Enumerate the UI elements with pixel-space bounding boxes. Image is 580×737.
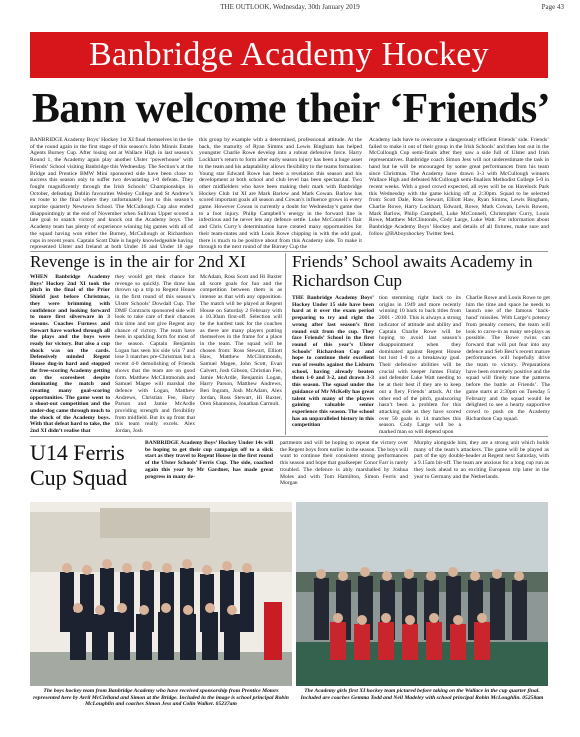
- divider-horizontal-2: [30, 436, 548, 437]
- divider-vertical-1: [285, 253, 286, 435]
- boys-team-photo: [30, 502, 292, 686]
- u14-text-1: BANBRIDGE Academy Boys’ Hockey Under 14s will be hoping to get their cup campaign off to a slick start as they travel to Regent House in the first round of the Ulster Schools’ Ferris Cup. The side, coached again this year by Mr Gardner, has made great progress in many de-: [145, 440, 273, 480]
- friends-col-1: [292, 295, 374, 435]
- friends-col-2: [379, 295, 461, 435]
- section-banner: Banbridge Academy Hockey: [30, 32, 548, 78]
- friends-text-2: tion stemming right back to its origins in 1949 and more recently winning 10 back to back titles from 2001 - 2010. This is always a strong indicator of attitude and ability and Captain Charlie Rowe will be hoping to avoid last season’s disappointment when they dominated against Regent House but lost 1-0 to a breakaway goal. Their defensive abilities will be crucial with keeper James Finlay and defender Luke Watt needing to be at their best if they are to keep out a fiery Friends’ attack. At the other end of the pitch, goalscoring hasn’t been a problem for this attacking side as they have scored over 50 goals in 14 matches this season. Cody Large will be a marked man so will depend upon: [379, 295, 461, 435]
- u14-headline: U14 Ferris Cup Squad: [30, 440, 128, 490]
- revenge-col-2: [115, 274, 195, 435]
- friends-text-3: Charlie Rowe and Louis Rowe to get him the time and space he needs to launch one of the famous ‘back-hand’ missiles. With Large’s potency from penalty corners, the team will look to carve-in as many set-plays as possible. The Rowe twins can forward that will put fear into any defence and Seb Best’s recent mature performances will hopefully drive the team to victory. Preparations have been extremely positive and the squad will finely tune the patterns before the battle at Friends’. The game starts at 2:30pm on Tuesday 5 February and the squad would be delighted to see a hearty supportive crowd to push on the Academy Richardson Cup squad.: [466, 295, 550, 422]
- revenge-col-3: [200, 274, 282, 435]
- friends-col-3: [466, 295, 550, 435]
- main-story-col-1: [30, 137, 193, 249]
- revenge-col-1: [30, 274, 110, 435]
- girls-photo-caption: The Academy girls first XI hockey team pictured before taking on the Wallace in the cup quarter final. Included are coaches Gemma Todd and Neil Madeley with school principal Robin McLoughlin. 05258am: [300, 688, 544, 701]
- u14-col-2: [280, 440, 408, 500]
- u14-text-3: Murphy alongside him, they are a strong unit which holds many of the team’s attackers. The game will be played as part of the spy double-header at Regent next Saturday, with a 9.15am bit-off. The team are anxious for a long cup run as they look ahead to an exciting European trip later in the year to Germany and the Netherlands.: [414, 440, 549, 480]
- main-story-col-2: [199, 137, 362, 249]
- folio-date: THE OUTLOOK, Wednesday, 30th January 2019: [220, 3, 360, 11]
- u14-col-3: [414, 440, 549, 500]
- friends-headline: Friends’ School awaits Academy in Richardson Cup: [292, 252, 533, 290]
- main-story-text-1: BANBRIDGE Academy Boys’ Hockey 1st XI final themselves in the tie of the round again in the first stage of this season’s John Minnis Estate Agents Burney Cup. After losing out at Wallace High in last season’s Round 1, the Academy again play another Ulster ‘powerhouse’ with Friends’ School visiting Banbridge this Wednesday. The Section’s at the Bridge and Prentice BMW Mini sponsored side have been close to success this season only to suffer two devastating 1-0 defeats. They fought magnificently through the Irish Schools’ Championships in October, defeating Dublin favourites Wesley College and St Andrew’s en route to the final where they unfortunately lost to this season’s surprise quarterly Newtown School. The McCullough Cup also ended disappointingly at the end of November when Sullivan Upper scored a late goal to snatch victory and knock out the Academy boys. The Academy team has plenty of experience winning big games with all of the squad having won either the Burney, McCullough or Richardson cups in recent years. Captain Scott Dale is hugely knowledgeable having represented Ulster and Ireland at both Under 16 and Under 18 age: [30, 137, 193, 249]
- friends-text-1: THE Banbridge Academy Boys’ Hockey Under 15 side have been hard at it over the exam period preparing to try and right the wrong after last season’s first round exit from the cup. They face Friends’ School in the first round of this year’s Ulster Schools’ Richardson Cup and hope to continue their excellent run of results against the Lisburn school, having already beaten them 1-0 and 3-2, and drawn 3-3 this season. The squad under the guidance of Mr McKelly has great talent with many of the players gaining valuable senior experience this season. The school has an unparalleled history in this competition: [292, 295, 374, 429]
- page-number: Page 43: [541, 3, 564, 11]
- main-headline: Bann welcome their ‘Friends’: [31, 86, 551, 132]
- revenge-text-3: McAdam, Ross Scott and Hi Baxter all score goals for fun and the competition between them is as intense as that with any opposition. The match will be played at Regent House on Saturday 2 February with a 10.30am first-off. Selection will be the hardest task for the coaches as there are many players putting themselves in the frame for a place in the team. The squad will be chosen from: Ross Stewart, Elliott Haw, Matthew McClintmonds, Samuel Magee, John Scott, Evan Calvert, Josh Gibson, Christian Fee, Jamie McArdle, Benjamin Logan, Harry Parson, Matthew Andrews, Ben Ingram, Josh McAdam, Alex Jordan, Ross Stewart, Hi Baxter, Oren Shanmons, Jonathan Carmult.: [200, 274, 282, 408]
- main-story-col-3: [369, 137, 549, 249]
- main-story-text-3: Academy lads have to overcome a dangerously efficient Friends’ side. Friends’ failed to make it out of their group in the Irish Schools’ and then lost out in the McCullough Cup semi-finals after they saw a side full of Ulster and Irish representatives. Banbridge coach Simon Jess will not underestimate the task in hand but he will be encouraged by some great performances from his team since Christmas. The Academy have drawn 3-3 with McCullough winners Wallace High and defeated McCullough semi-finalists Methodist College 5-0 in recent weeks. With a good crowd expected, all eyes will be on Havelock Park this Wednesday with the game kicking off at 2:30pm. Squad to be selected from: Scott Dale, Ross Stewart, Elliott Haw, Ryan Simms, Lewis Bingham, Charlie Rowe, Harry Lockhart, Edward, Rowe, Mark Cowan, Lewis Rowen, Mark Barlow, Philip Campbell, Luke McConnell, Christopher Curry, Louis Rowe, Matthew McClintonds, Cody Large, Luke Watt. For information about Banbridge Academy Boys’ Hockey and details of all fixtures, make sure and follow @BAboyshockey Twitter feed.: [369, 137, 549, 237]
- u14-text-2: partments and will be hoping to repeat the victory over the Regent boys from earlier in the season. The boys will want to continue their consistent strong performances this season and hope that goalkeeper Conor Farr is rarely troubled. The defence is ably marshalled by Joshua Moles and with Tom Hamilton, Simon Ferris and Morgan: [280, 440, 408, 487]
- revenge-headline: Revenge is in the air for 2nd XI: [30, 252, 246, 271]
- girls-team-photo: [296, 502, 548, 686]
- revenge-text-2: they would get their chance for revenge so quickly. The draw has thrown up a trip to Regent House in the first round of this season’s Ulster Schools’ Dowdall Cup. The DMF Contracts sponsored side will look to take care of their chances this time and not give Regent any chance of victory. The team have been in sparkling form for most of the season. Captain Benjamin Logan has seen his side win 7 and lose 3 matches pre-Christmas but a recent 4-0 demolishing of Friends shows that the team are on good form. Matthew McClintmonds and Samuel Magee will marshal the defence with Logan, Matthew Andrews, Christian Fee, Harry Parson and Jamie McArdle providing strength and flexibility from midfield. But its up front that this team really excels. Alex Jordan, Josh: [115, 274, 195, 435]
- revenge-text-1: WHEN Banbridge Academy Boys’ Hockey 2nd XI took the pitch in the final of the Prior Shield just before Christmas, they were brimming with confidence and looking forward to more first silverware in 3 seasons. Coaches Furness and Stewart have worked through all the plays and the boys were ready for victory. But also a cup shock was on the cards. Defensively minded Regent House dug-in hard and stopped the free-scoring Academy getting on the scoresheet despite dominating the match and creating many goal-scoring opportunities. The game went to a shoot-out competition and the under-dog came through much to the shock of the Academy boys. With that defeat hard to take, the 2nd XI didn’t realise that: [30, 274, 110, 435]
- page-folio: [16, 3, 564, 13]
- boys-photo-caption: The boys hockey team from Banbridge Academy who have received sponsorship from Prentice Motors represented here by Avril McClelland and Simon at the Bridge. Included in the image is school principal Robin McLoughlin and coaches Simon Jess and Colin Walker. 05237am: [33, 688, 289, 708]
- u14-col-1: [145, 440, 273, 500]
- main-story-text-2: this group by example with a determined, professional attitude. At the back, the maturity of Ryan Simms and Lewis Bingham has helped youngster Charlie Rowe develop into a robust defensive force. Harry Lockhart’s return to form after early season injury has been a huge asset to the team and his adaptability allows flexibility to the teams formation. Young star Edward Rowe has been a revelation this season and his development at both school and club level has been spectacular. Two other midfielders who have been making their mark with Banbridge Hockey Club 1st XI are Mark Barlow and Mark Cowan. Barlow has scored important goals all season and Cowan’s influence grows in every game. However Cowan is currently a doubt for Wednesday’s game due to a foot injury. Philip Campbell’s energy in the forward line is infectious and he never lets any defence settle. Luke McConnell’s flair and Chris Curry’s determination have created many opportunities for their team-mates and with Louis Rowe chipping in with the odd goal, there is much to be positive about from this Academy side. To make it through to the next round of the Burney Cup the: [199, 137, 362, 249]
